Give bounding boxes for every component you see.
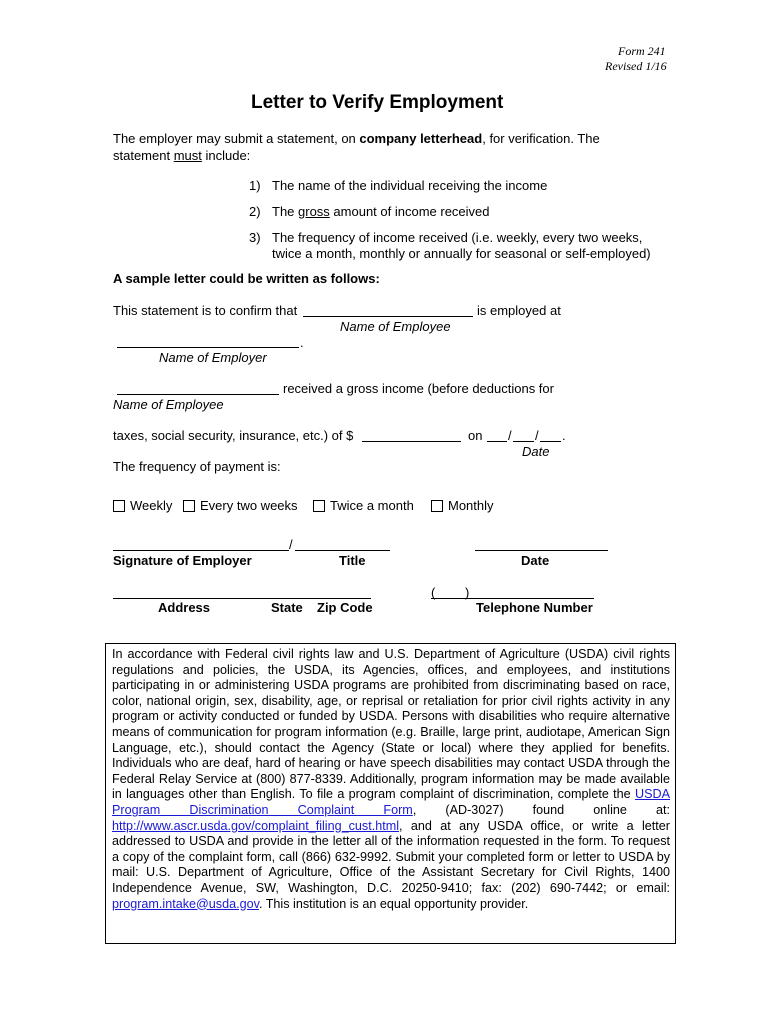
employer-name-caption: Name of Employer bbox=[159, 350, 267, 365]
employed-at-text: is employed at bbox=[477, 303, 561, 318]
list-item-3-number: 3) bbox=[249, 230, 261, 245]
date-caption: Date bbox=[522, 444, 550, 459]
state-label: State bbox=[271, 600, 303, 615]
weekly-checkbox[interactable] bbox=[113, 500, 125, 512]
signature-of-employer-label: Signature of Employer bbox=[113, 553, 252, 568]
date-label: Date bbox=[521, 553, 550, 568]
employee-name-caption-2: Name of Employee bbox=[113, 397, 224, 412]
on-text: on bbox=[468, 428, 483, 443]
option-twice-a-month[interactable] bbox=[313, 498, 414, 513]
email-link[interactable]: program.intake@usda.gov bbox=[112, 896, 259, 911]
list-item-3-line-2: twice a month, monthly or annually for seasonal or self-employed) bbox=[272, 246, 651, 261]
list-item-1-number: 1) bbox=[249, 178, 261, 193]
every-two-weeks-checkbox[interactable] bbox=[183, 500, 195, 512]
notice-text-3: , and at any USDA office, or write a letter addressed to USDA and provide in the letter all of the information requested in the form. To request a copy of the complaint form, call (866) 632-9992. Submit your completed form or letter to USDA by mail: U.S. Department of Agriculture, Office of the Assistant Secretary for Civil Rights, 1400 Independence Avenue, SW, Washington, D.C. 20250-9410; fax: (202) 690-7442; or email: bbox=[112, 818, 670, 895]
date-period: . bbox=[562, 428, 566, 443]
employee-name-line[interactable] bbox=[303, 316, 473, 317]
date-month-line[interactable] bbox=[487, 441, 507, 442]
twice-a-month-checkbox[interactable] bbox=[313, 500, 325, 512]
list-item-3-line-1: The frequency of income received (i.e. weekly, every two weeks, bbox=[272, 230, 643, 245]
taxes-text: taxes, social security, insurance, etc.) of $ bbox=[113, 428, 354, 443]
sample-heading: A sample letter could be written as follows: bbox=[113, 271, 380, 286]
signature-line[interactable] bbox=[113, 550, 289, 551]
notice-text-2: , (AD-3027) found online at: bbox=[412, 802, 671, 817]
address-line[interactable] bbox=[113, 598, 371, 599]
employee-name-line-2[interactable] bbox=[117, 394, 279, 395]
amount-line[interactable] bbox=[362, 441, 461, 442]
revised-date: Revised 1/16 bbox=[605, 59, 667, 73]
date-sign-line[interactable] bbox=[475, 550, 608, 551]
page-title: Letter to Verify Employment bbox=[251, 92, 504, 113]
complaint-url-link[interactable]: http://www.ascr.usda.gov/complaint_filing_cust.html bbox=[112, 818, 399, 833]
list-item-2-number: 2) bbox=[249, 204, 261, 219]
notice-text-1: In accordance with Federal civil rights law and U.S. Department of Agriculture (USDA) civil rights regulations and policies, the USDA, its Agencies, offices, and employees, and institutions participating in or administering USDA programs are prohibited from discriminating based on race, color, national origin, sex, disability, age, or reprisal or retaliation for prior civil rights activity in any program or activity conducted or funded by USDA. Persons with disabilities who require alternative means of communication for program information (e.g. Braille, large print, audiotape, American Sign Language, etc.), should contact the Agency (State or local) where they applied for benefits. Individuals who are deaf, hard of hearing or have speech disabilities may contact USDA through the Federal Relay Service at (800) 877-8339. Additionally, program information may be made available in languages other than English. To file a program complaint of discrimination, complete the bbox=[112, 647, 670, 802]
date-slash-1: / bbox=[508, 428, 512, 443]
twice-a-month-label: Twice a month bbox=[330, 498, 414, 513]
phone-paren-close: ) bbox=[465, 585, 470, 600]
every-two-weeks-label: Every two weeks bbox=[200, 498, 298, 513]
intro-line-2: statement must include: bbox=[113, 148, 251, 163]
phone-paren-open: ( bbox=[431, 585, 436, 600]
option-every-two-weeks[interactable] bbox=[183, 498, 298, 513]
intro-line-1: The employer may submit a statement, on company letterhead, for verification. The bbox=[113, 131, 600, 146]
weekly-label: Weekly bbox=[130, 498, 173, 513]
employee-name-caption: Name of Employee bbox=[340, 319, 451, 334]
monthly-checkbox[interactable] bbox=[431, 500, 443, 512]
address-label: Address bbox=[158, 600, 211, 615]
confirm-text: This statement is to confirm that bbox=[113, 303, 298, 318]
zip-code-label: Zip Code bbox=[317, 600, 373, 615]
employer-name-line[interactable] bbox=[117, 347, 299, 348]
option-weekly[interactable] bbox=[113, 498, 172, 513]
notice-text-4: . This institution is an equal opportunity provider. bbox=[258, 896, 529, 911]
telephone-line[interactable] bbox=[431, 598, 594, 599]
list-item-1: The name of the individual receiving the income bbox=[272, 178, 548, 193]
form-number: Form 241 bbox=[618, 44, 666, 58]
option-monthly[interactable] bbox=[431, 498, 494, 513]
nondiscrimination-notice bbox=[105, 643, 676, 944]
telephone-number-label: Telephone Number bbox=[476, 600, 593, 615]
signature-slash: / bbox=[289, 537, 293, 552]
title-line[interactable] bbox=[295, 550, 390, 551]
title-label: Title bbox=[339, 553, 366, 568]
monthly-label: Monthly bbox=[448, 498, 494, 513]
frequency-label: The frequency of payment is: bbox=[113, 459, 281, 474]
date-slash-2: / bbox=[535, 428, 539, 443]
list-item-2: The gross amount of income received bbox=[272, 204, 490, 219]
complaint-form-link[interactable]: USDA Program Discrimination Complaint Form bbox=[112, 787, 670, 817]
date-year-line[interactable] bbox=[540, 441, 561, 442]
employer-period: . bbox=[300, 335, 304, 350]
received-text: received a gross income (before deductions for bbox=[283, 381, 554, 396]
date-day-line[interactable] bbox=[513, 441, 534, 442]
